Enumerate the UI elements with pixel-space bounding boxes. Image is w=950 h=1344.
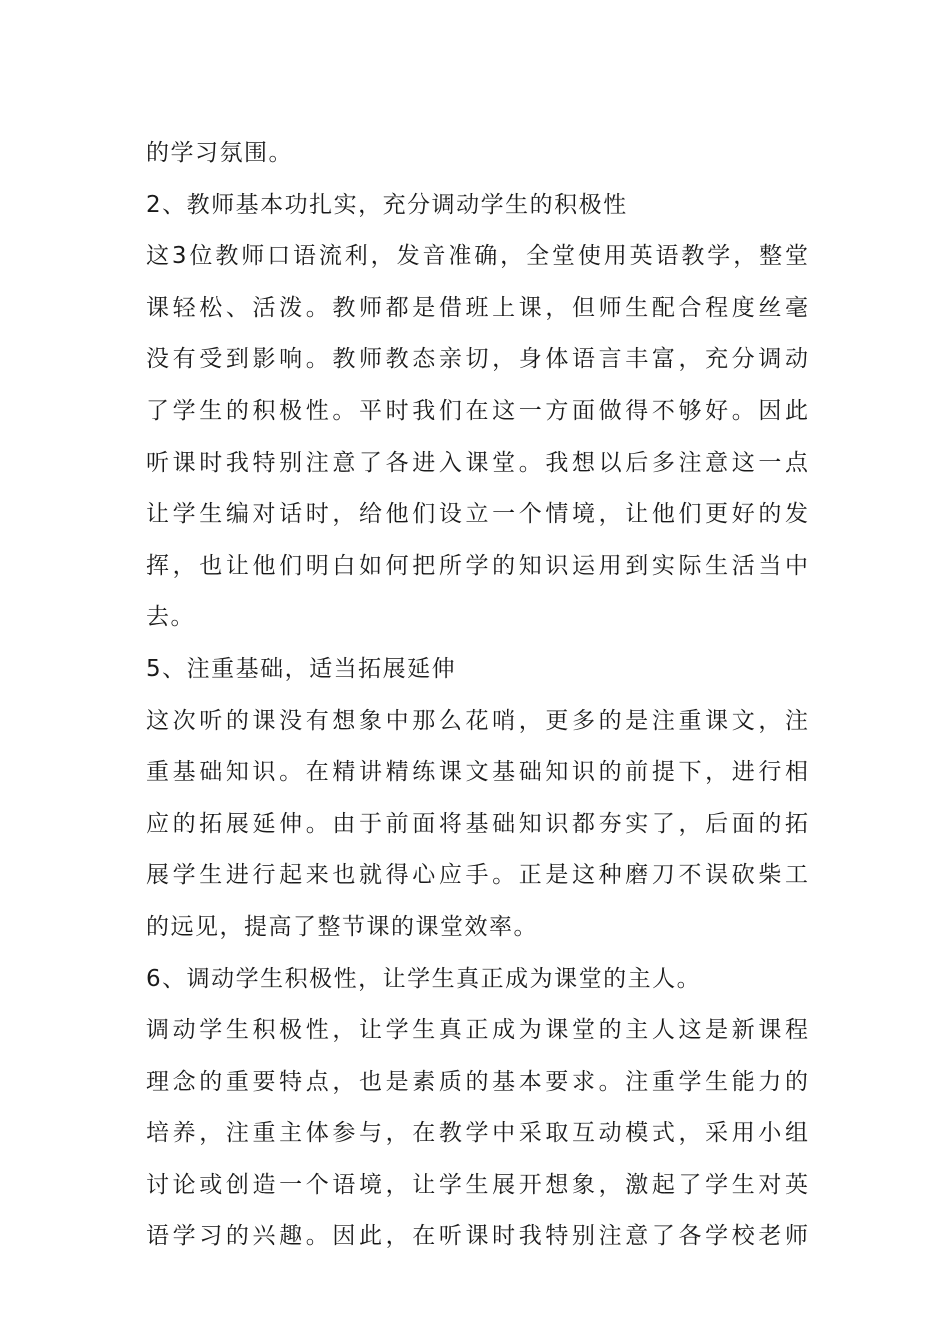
text-line: 展学生进行起来也就得心应手。正是这种磨刀不误砍柴工 xyxy=(146,862,808,889)
section-heading: 6、调动学生积极性，让学生真正成为课堂的主人。 xyxy=(146,965,702,992)
text-line: 听课时我特别注意了各进入课堂。我想以后多注意这一点 xyxy=(146,449,808,476)
document-body xyxy=(146,128,808,1263)
text-line: 挥，也让他们明白如何把所学的知识运用到实际生活当中 xyxy=(146,552,808,579)
text-line: 讨论或创造一个语境，让学生展开想象，激起了学生对英 xyxy=(146,1171,808,1198)
text-line: 让学生编对话时，给他们设立一个情境，让他们更好的发 xyxy=(146,501,808,528)
text-line: 应的拓展延伸。由于前面将基础知识都夯实了，后面的拓 xyxy=(146,810,808,837)
text-line: 课轻松、活泼。教师都是借班上课，但师生配合程度丝毫 xyxy=(146,294,808,321)
section-heading: 2、教师基本功扎实，充分调动学生的积极性 xyxy=(146,191,628,218)
text-line: 这次听的课没有想象中那么花哨，更多的是注重课文，注 xyxy=(146,707,808,734)
text-line: 了学生的积极性。平时我们在这一方面做得不够好。因此 xyxy=(146,397,808,424)
text-line: 培养，注重主体参与，在教学中采取互动模式，采用小组 xyxy=(146,1120,808,1147)
text-line: 的学习氛围。 xyxy=(146,140,293,166)
section-heading: 5、注重基础，适当拓展延伸 xyxy=(146,655,457,682)
text-line: 没有受到影响。教师教态亲切，身体语言丰富，充分调动 xyxy=(146,346,808,373)
text-line: 调动学生积极性，让学生真正成为课堂的主人这是新课程 xyxy=(146,1017,808,1044)
text-line: 理念的重要特点，也是素质的基本要求。注重学生能力的 xyxy=(146,1068,808,1095)
text-line: 语学习的兴趣。因此，在听课时我特别注意了各学校老师 xyxy=(146,1223,808,1250)
text-line: 去。 xyxy=(146,604,195,631)
text-line: 的远见，提高了整节课的课堂效率。 xyxy=(146,913,538,940)
text-line: 这3位教师口语流利，发音准确，全堂使用英语教学，整堂 xyxy=(146,243,808,270)
text-line: 重基础知识。在精讲精练课文基础知识的前提下，进行相 xyxy=(146,759,808,786)
